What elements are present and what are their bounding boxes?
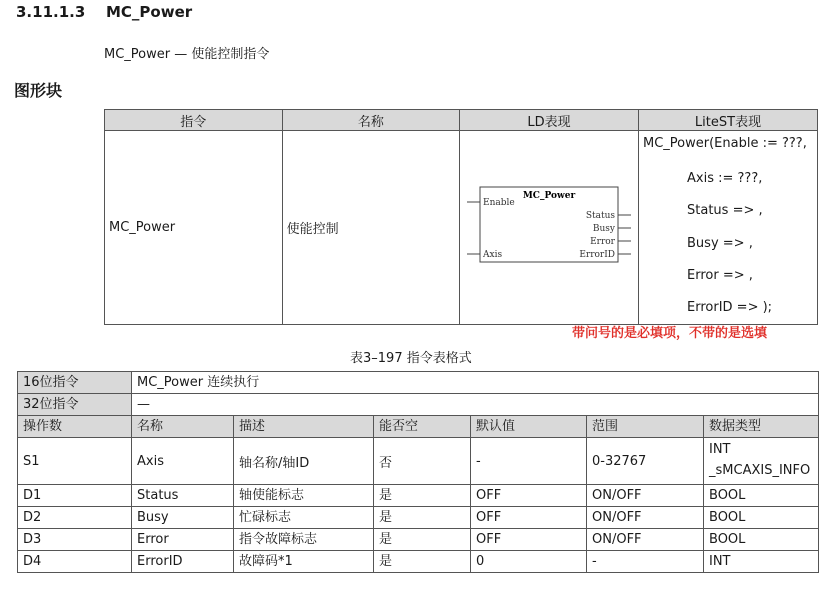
ld-cell (460, 131, 639, 325)
row16-label: 16位指令 (18, 372, 132, 394)
header-name: 名称 (282, 110, 459, 131)
cell-operand: D4 (18, 551, 132, 573)
litest-line: Busy => , (687, 235, 753, 251)
cell-operand: D1 (18, 485, 132, 507)
cell-name: ErrorID (132, 551, 234, 573)
cell-nullable: 是 (374, 551, 471, 573)
cell-datatype: BOOL (704, 507, 819, 529)
instruction-cell: MC_Power (105, 131, 283, 325)
row32-value: — (132, 394, 819, 416)
block-heading: 图形块 (14, 81, 63, 100)
row16-value: MC_Power 连续执行 (132, 372, 819, 394)
cell-default: OFF (471, 529, 587, 551)
cell-nullable: 是 (374, 529, 471, 551)
ld-diagram (460, 132, 637, 319)
header-ld: LD表现 (460, 110, 639, 131)
datatype-line: INT (709, 442, 731, 457)
cell-range: 0-32767 (587, 438, 704, 485)
header-range: 范围 (587, 416, 704, 438)
cell-operand: D2 (18, 507, 132, 529)
cell-range: ON/OFF (587, 485, 704, 507)
section-title: MC_Power (106, 3, 193, 21)
ld-output-status: Status (585, 211, 616, 222)
cell-description: 轴名称/轴ID (234, 438, 374, 485)
required-note: 带问号的是必填项，不带的是选填 (572, 326, 768, 341)
table-row (18, 485, 819, 507)
header-name: 名称 (132, 416, 234, 438)
cell-range: ON/OFF (587, 529, 704, 551)
cell-description: 忙碌标志 (234, 507, 374, 529)
row-16bit (18, 372, 819, 394)
table-row (18, 551, 819, 573)
cell-description: 指令故障标志 (234, 529, 374, 551)
litest-line: Axis := ???, (687, 171, 763, 186)
name-cell: 使能控制 (282, 131, 459, 325)
ld-output-errorid: ErrorID (579, 250, 616, 261)
cell-name: Busy (132, 507, 234, 529)
format-table (17, 371, 819, 573)
litest-line: Status => , (687, 203, 763, 219)
cell-description: 轴使能标志 (234, 485, 374, 507)
header-description: 描述 (234, 416, 374, 438)
cell-operand: D3 (18, 529, 132, 551)
table-row (18, 529, 819, 551)
section-description: MC_Power — 使能控制指令 (104, 47, 270, 62)
ld-block-title: MC_Power (522, 191, 576, 202)
cell-datatype (704, 438, 819, 485)
graphic-block-table (104, 109, 818, 325)
ld-output-error: Error (590, 237, 616, 248)
graphic-table-header (105, 110, 818, 131)
litest-line: Error => , (687, 267, 753, 283)
ld-input-enable: Enable (483, 198, 515, 209)
cell-datatype: BOOL (704, 529, 819, 551)
datatype-line: _sMCAXIS_INFO (709, 463, 811, 478)
cell-default: 0 (471, 551, 587, 573)
cell-operand: S1 (18, 438, 132, 485)
table-row (18, 438, 819, 485)
cell-description: 故障码*1 (234, 551, 374, 573)
cell-datatype: INT (704, 551, 819, 573)
header-instruction: 指令 (105, 110, 283, 131)
cell-nullable: 是 (374, 485, 471, 507)
graphic-table-row (105, 131, 818, 325)
table-row (18, 507, 819, 529)
cell-range: ON/OFF (587, 507, 704, 529)
cell-name: Error (132, 529, 234, 551)
header-default: 默认值 (471, 416, 587, 438)
cell-name: Status (132, 485, 234, 507)
ld-output-busy: Busy (592, 224, 616, 235)
litest-line: MC_Power(Enable := ???, (643, 136, 807, 151)
cell-datatype: BOOL (704, 485, 819, 507)
format-table-header (18, 416, 819, 438)
litest-line: ErrorID => ); (687, 300, 773, 316)
header-operand: 操作数 (18, 416, 132, 438)
cell-name: Axis (132, 438, 234, 485)
cell-default: OFF (471, 485, 587, 507)
table-caption: 表3–197 指令表格式 (350, 351, 472, 366)
header-nullable: 能否空 (374, 416, 471, 438)
header-litest: LiteST表现 (639, 110, 818, 131)
cell-default: OFF (471, 507, 587, 529)
cell-range: - (587, 551, 704, 573)
cell-default: - (471, 438, 587, 485)
ld-input-axis: Axis (483, 250, 503, 261)
litest-cell (639, 131, 818, 325)
row32-label: 32位指令 (18, 394, 132, 416)
section-number: 3.11.1.3 (16, 3, 86, 21)
row-32bit (18, 394, 819, 416)
cell-nullable: 是 (374, 507, 471, 529)
header-datatype: 数据类型 (704, 416, 819, 438)
cell-nullable: 否 (374, 438, 471, 485)
